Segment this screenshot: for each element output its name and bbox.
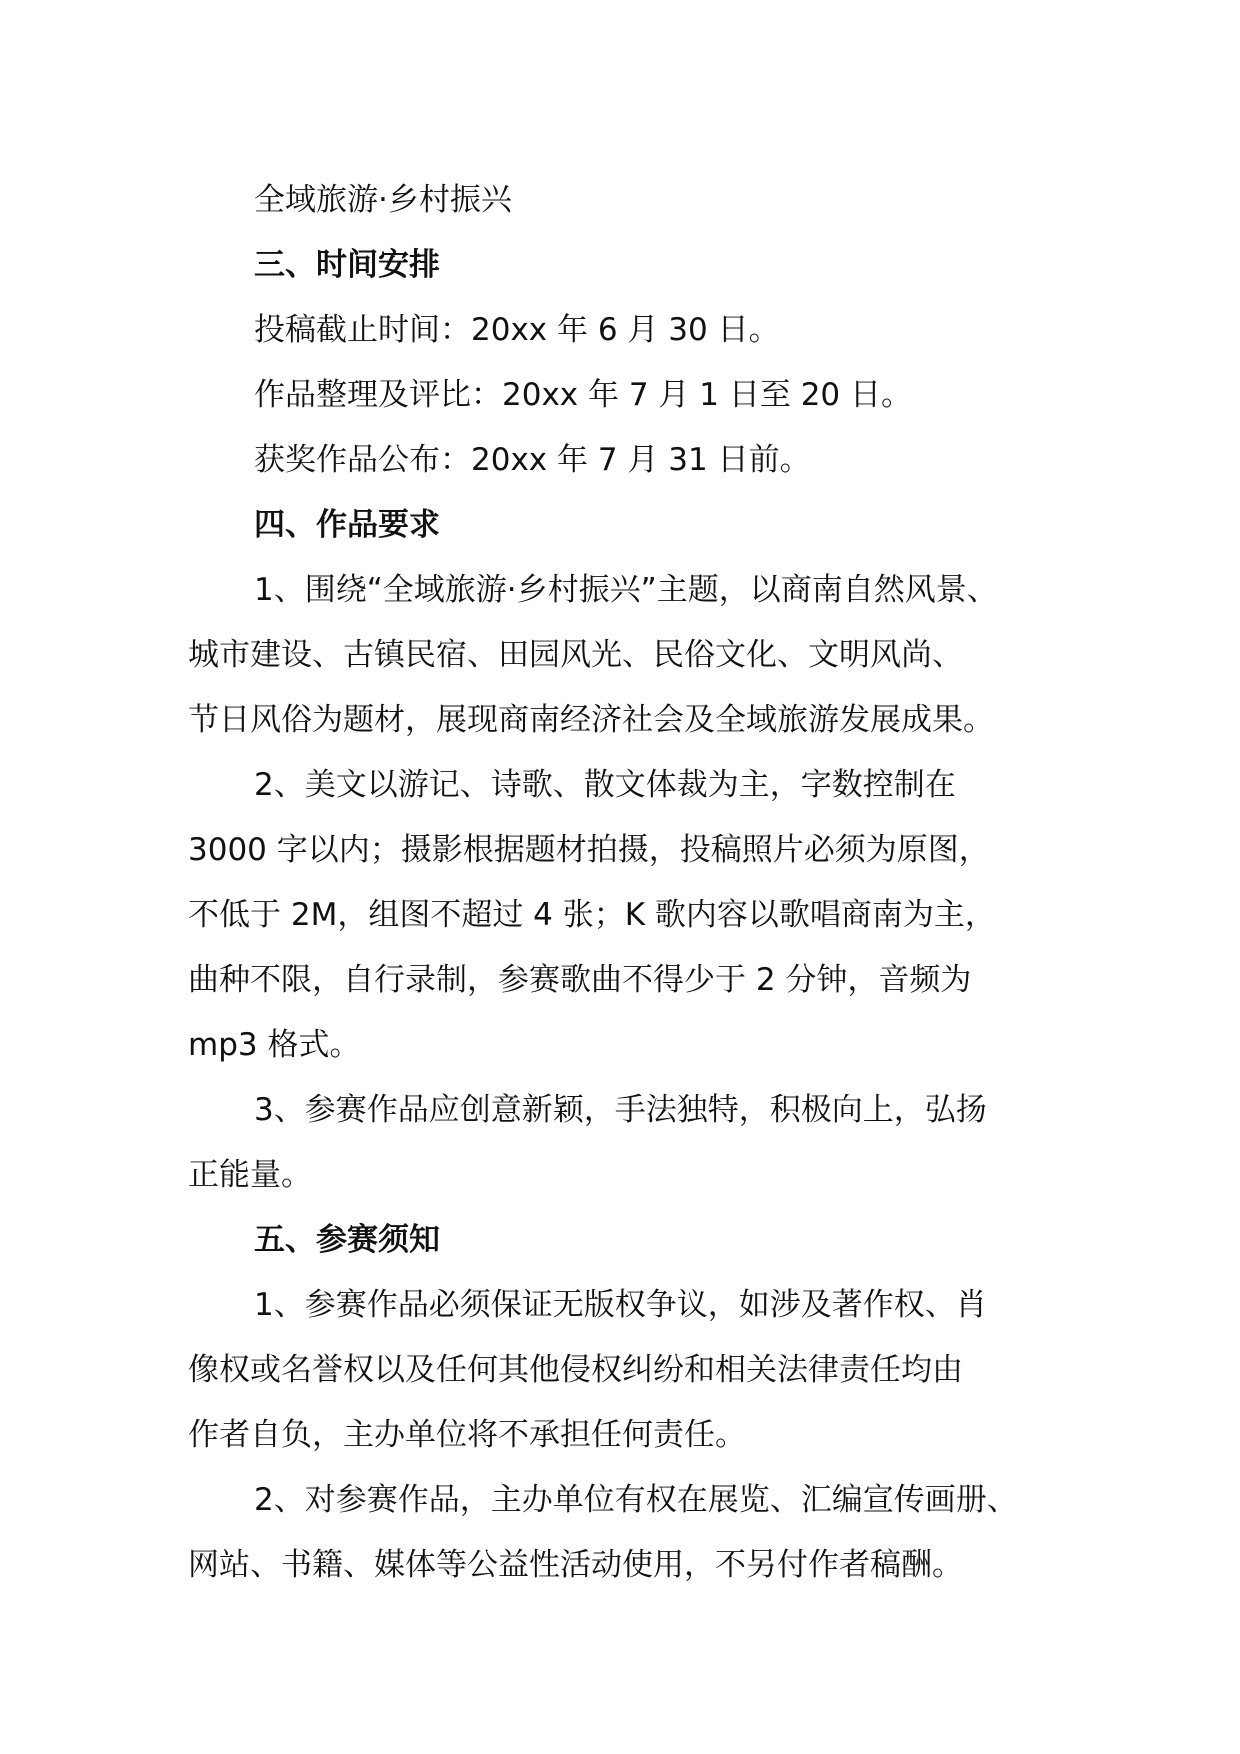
requirements-para1-line: 节日风俗为题材，展现商南经济社会及全域旅游发展成果。 — [188, 702, 994, 738]
theme-line: 全域旅游·乡村振兴 — [254, 182, 512, 218]
notice-para1-line: 1、参赛作品必须保证无版权争议，如涉及著作权、肖 — [254, 1287, 987, 1323]
requirements-para1-line: 1、围绕“全域旅游·乡村振兴”主题，以商南自然风景、 — [254, 572, 998, 608]
requirements-para2-line: mp3 格式。 — [188, 1027, 361, 1063]
section-heading-schedule: 三、时间安排 — [254, 247, 440, 283]
requirements-para3-line: 正能量。 — [188, 1157, 312, 1193]
notice-para2-line: 2、对参赛作品，主办单位有权在展览、汇编宣传画册、 — [254, 1482, 1018, 1518]
requirements-para2-line: 2、美文以游记、诗歌、散文体裁为主，字数控制在 — [254, 767, 956, 803]
requirements-para2-line: 不低于 2M，组图不超过 4 张；K 歌内容以歌唱商南为主， — [188, 897, 996, 933]
notice-para1-line: 作者自负，主办单位将不承担任何责任。 — [188, 1417, 746, 1453]
section-heading-notice: 五、参赛须知 — [254, 1222, 440, 1258]
notice-para2-line: 网站、书籍、媒体等公益性活动使用，不另付作者稿酬。 — [188, 1547, 963, 1583]
schedule-item-review: 作品整理及评比：20xx 年 7 月 1 日至 20 日。 — [254, 377, 913, 413]
requirements-para2-line: 曲种不限，自行录制，参赛歌曲不得少于 2 分钟，音频为 — [188, 962, 972, 998]
document-body — [188, 168, 1068, 1598]
schedule-item-deadline: 投稿截止时间：20xx 年 6 月 30 日。 — [254, 312, 780, 348]
requirements-para2-line: 3000 字以内；摄影根据题材拍摄，投稿照片必须为原图， — [188, 832, 990, 868]
section-heading-requirements: 四、作品要求 — [254, 507, 440, 543]
schedule-item-announcement: 获奖作品公布：20xx 年 7 月 31 日前。 — [254, 442, 811, 478]
requirements-para3-line: 3、参赛作品应创意新颖，手法独特，积极向上，弘扬 — [254, 1092, 987, 1128]
requirements-para1-line: 城市建设、古镇民宿、田园风光、民俗文化、文明风尚、 — [188, 637, 963, 673]
notice-para1-line: 像权或名誉权以及任何其他侵权纠纷和相关法律责任均由 — [188, 1352, 963, 1388]
